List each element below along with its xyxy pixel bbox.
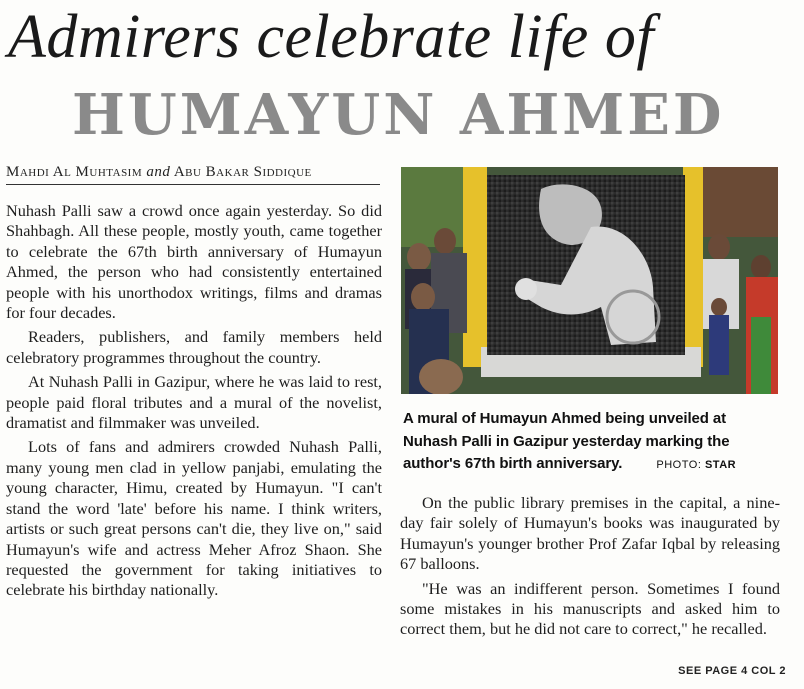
byline-conjunction: and	[146, 164, 171, 180]
caption-text: A mural of Humayun Ahmed being unveiled at Nuhash Palli in Gazipur yesterday marking the author's 67th birth anniversary.	[403, 410, 730, 472]
photo-credit	[656, 459, 736, 471]
paragraph: On the public library premises in the capital, a nine-day fair solely of Humayun's books was inaugurated by Humayun's younger brother Prof Zafar Iqbal by releasing 67 balloons.	[400, 493, 780, 574]
article-column-right	[400, 493, 780, 644]
paragraph: Lots of fans and admirers crowded Nuhash Palli, many young men clad in yellow panjabi, emulating the young character, Himu, created by Humayun. "I can't stand the word 'late' before his name. I think writers, artists or such great persons can't die, they live on," said Humayun's wife and actress Meher Afroz Shaon. She requested the government for taking initiatives to celebrate his birthday nationally.	[6, 437, 382, 600]
headline-line2: HUMAYUN AHMED	[72, 82, 725, 148]
paragraph: Nuhash Palli saw a crowd once again yesterday. So did Shahbagh. All these people, mostly youth, came together to celebrate the 67th birth anniversary of Humayun Ahmed, the person who had consistently entertained people with his unorthodox writings, films and dramas for four decades.	[6, 201, 382, 323]
byline-author2: Abu Bakar Siddique	[173, 164, 312, 180]
photo-credit-label: PHOTO:	[656, 459, 702, 471]
paragraph: Readers, publishers, and family members held celebratory programmes throughout the country.	[6, 327, 382, 367]
photo-credit-source: STAR	[704, 459, 737, 471]
news-photo	[401, 167, 778, 394]
paragraph: At Nuhash Palli in Gazipur, where he was laid to rest, people paid floral tributes and a mural of the novelist, dramatist and filmmaker was unveiled.	[6, 372, 382, 433]
paragraph: "He was an indifferent person. Sometimes I found some mistakes in his manuscripts and asked him to correct them, but he did not care to correct," he recalled.	[400, 578, 780, 639]
byline-author1: Mahdi Al Muhtasim	[6, 164, 143, 180]
photo-caption	[403, 408, 783, 477]
byline	[6, 164, 380, 185]
article-column-left	[6, 201, 382, 605]
continued-jump-line: SEE PAGE 4 COL 2	[678, 665, 786, 677]
headline-line1: Admirers celebrate life of	[8, 3, 655, 71]
